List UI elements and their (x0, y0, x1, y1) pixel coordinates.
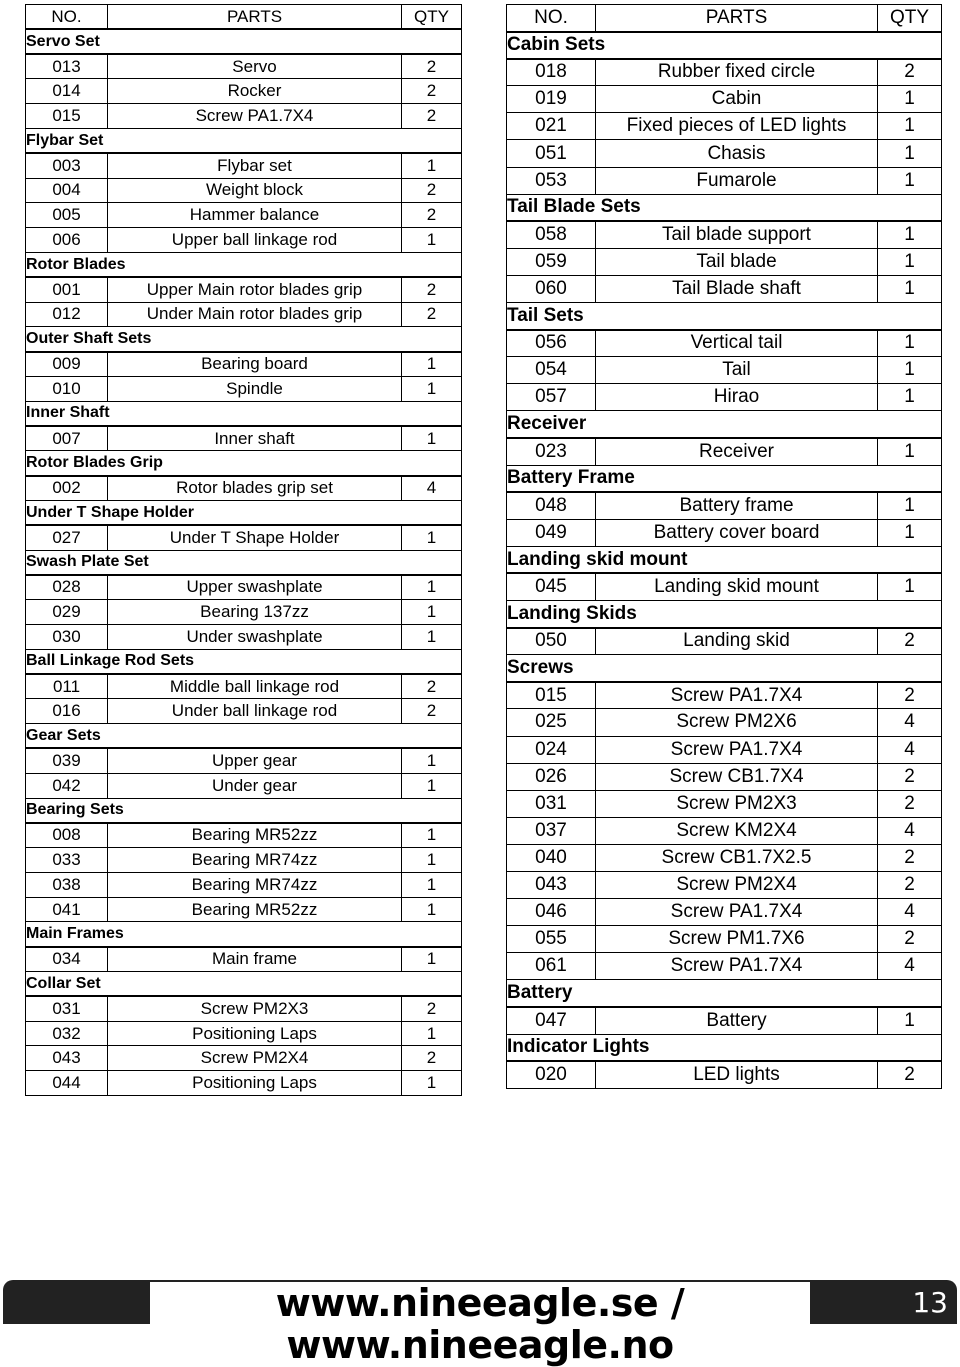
part-number: 031 (26, 996, 108, 1021)
section-title: Screws (507, 655, 942, 682)
table-row (507, 953, 942, 980)
section-row (26, 401, 462, 426)
part-name: Screw PM2X6 (596, 709, 878, 736)
table-row (507, 790, 942, 817)
table-row (26, 773, 462, 798)
section-row (507, 601, 942, 628)
part-name: Upper gear (108, 748, 402, 773)
part-number: 024 (507, 736, 596, 763)
part-quantity: 1 (878, 248, 942, 275)
part-name: Screw PA1.7X4 (596, 736, 878, 763)
table-row (507, 86, 942, 113)
part-quantity: 1 (402, 153, 462, 178)
table-header-row (26, 5, 462, 30)
table-row (507, 492, 942, 519)
part-name: Bearing MR74zz (108, 872, 402, 897)
part-number: 056 (507, 330, 596, 357)
part-name: Upper Main rotor blades grip (108, 277, 402, 302)
section-row (507, 194, 942, 221)
part-number: 014 (26, 79, 108, 104)
part-quantity: 4 (878, 736, 942, 763)
section-title: Landing Skids (507, 601, 942, 628)
part-number: 016 (26, 699, 108, 724)
part-name: Screw CB1.7X2.5 (596, 844, 878, 871)
part-quantity: 2 (402, 203, 462, 228)
part-number: 050 (507, 628, 596, 655)
section-title: Cabin Sets (507, 32, 942, 59)
section-row (26, 649, 462, 674)
part-name: Fixed pieces of LED lights (596, 113, 878, 140)
part-number: 002 (26, 476, 108, 501)
section-row (26, 128, 462, 153)
part-number: 003 (26, 153, 108, 178)
table-row (507, 817, 942, 844)
part-number: 005 (26, 203, 108, 228)
header-qty: QTY (878, 5, 942, 32)
table-row (26, 947, 462, 972)
header-qty: QTY (402, 5, 462, 30)
table-row (507, 167, 942, 194)
part-quantity: 2 (878, 1061, 942, 1088)
part-name: Middle ball linkage rod (108, 674, 402, 699)
part-quantity: 2 (402, 79, 462, 104)
section-row (26, 451, 462, 476)
header-no: NO. (26, 5, 108, 30)
part-quantity: 1 (878, 221, 942, 248)
part-quantity: 1 (402, 773, 462, 798)
part-number: 001 (26, 277, 108, 302)
section-row (507, 655, 942, 682)
part-quantity: 2 (402, 178, 462, 203)
part-name: Inner shaft (108, 426, 402, 451)
part-name: Chasis (596, 140, 878, 167)
table-row (26, 426, 462, 451)
section-row (507, 32, 942, 59)
part-name: Screw CB1.7X4 (596, 763, 878, 790)
table-row (507, 357, 942, 384)
table-row (507, 221, 942, 248)
part-number: 030 (26, 624, 108, 649)
part-name: Spindle (108, 376, 402, 401)
part-quantity: 1 (402, 823, 462, 848)
part-name: Tail blade (596, 248, 878, 275)
section-row (507, 546, 942, 573)
part-name: Screw PM2X3 (596, 790, 878, 817)
part-number: 061 (507, 953, 596, 980)
part-number: 015 (507, 682, 596, 709)
table-row (26, 1021, 462, 1046)
left-table-body (26, 29, 462, 1095)
part-name: Landing skid (596, 628, 878, 655)
section-title: Bearing Sets (26, 798, 462, 823)
section-title: Tail Blade Sets (507, 194, 942, 221)
part-quantity: 1 (402, 1071, 462, 1096)
part-quantity: 2 (402, 277, 462, 302)
part-quantity: 1 (402, 624, 462, 649)
table-row (507, 763, 942, 790)
section-row (26, 327, 462, 352)
table-row (507, 1061, 942, 1088)
part-number: 042 (26, 773, 108, 798)
part-name: Screw PM2X3 (108, 996, 402, 1021)
part-number: 004 (26, 178, 108, 203)
section-row (26, 29, 462, 54)
part-number: 034 (26, 947, 108, 972)
table-row (26, 203, 462, 228)
section-title: Rotor Blades Grip (26, 451, 462, 476)
part-number: 009 (26, 352, 108, 377)
table-row (26, 996, 462, 1021)
table-row (26, 748, 462, 773)
table-row (26, 153, 462, 178)
part-quantity: 4 (878, 817, 942, 844)
part-quantity: 2 (878, 926, 942, 953)
part-quantity: 1 (402, 575, 462, 600)
section-row (507, 980, 942, 1007)
part-name: Weight block (108, 178, 402, 203)
part-quantity: 1 (878, 357, 942, 384)
section-row (507, 411, 942, 438)
part-number: 011 (26, 674, 108, 699)
part-number: 026 (507, 763, 596, 790)
part-quantity: 2 (402, 1046, 462, 1071)
table-row (26, 104, 462, 129)
part-number: 025 (507, 709, 596, 736)
section-title: Outer Shaft Sets (26, 327, 462, 352)
part-quantity: 2 (878, 59, 942, 86)
section-row (26, 798, 462, 823)
part-number: 048 (507, 492, 596, 519)
header-parts: PARTS (596, 5, 878, 32)
table-row (507, 140, 942, 167)
part-quantity: 1 (402, 525, 462, 550)
part-number: 037 (507, 817, 596, 844)
part-quantity: 4 (402, 476, 462, 501)
part-number: 018 (507, 59, 596, 86)
part-number: 010 (26, 376, 108, 401)
part-name: Screw PM1.7X6 (596, 926, 878, 953)
part-name: Battery frame (596, 492, 878, 519)
part-number: 051 (507, 140, 596, 167)
right-table-body (507, 32, 942, 1089)
section-title: Indicator Lights (507, 1034, 942, 1061)
table-row (507, 844, 942, 871)
part-number: 028 (26, 575, 108, 600)
table-row (26, 228, 462, 253)
part-name: Screw PA1.7X4 (596, 953, 878, 980)
part-quantity: 1 (402, 748, 462, 773)
part-name: Fumarole (596, 167, 878, 194)
table-row (507, 438, 942, 465)
section-title: Rotor Blades (26, 252, 462, 277)
table-row (507, 899, 942, 926)
part-quantity: 2 (402, 104, 462, 129)
part-quantity: 4 (878, 709, 942, 736)
part-quantity: 1 (402, 600, 462, 625)
part-number: 039 (26, 748, 108, 773)
page-number: 13 (912, 1286, 948, 1319)
part-number: 045 (507, 573, 596, 600)
part-name: Tail Blade shaft (596, 275, 878, 302)
header-no: NO. (507, 5, 596, 32)
part-name: Bearing 137zz (108, 600, 402, 625)
section-title: Ball Linkage Rod Sets (26, 649, 462, 674)
part-number: 007 (26, 426, 108, 451)
part-quantity: 2 (402, 674, 462, 699)
part-quantity: 1 (878, 330, 942, 357)
section-row (26, 922, 462, 947)
table-row (507, 628, 942, 655)
part-name: Screw PA1.7X4 (108, 104, 402, 129)
section-title: Collar Set (26, 972, 462, 997)
part-name: Battery (596, 1007, 878, 1034)
table-row (26, 1071, 462, 1096)
table-row (26, 525, 462, 550)
section-title: Landing skid mount (507, 546, 942, 573)
part-name: Tail blade support (596, 221, 878, 248)
section-row (26, 972, 462, 997)
part-number: 057 (507, 384, 596, 411)
part-quantity: 1 (878, 167, 942, 194)
part-name: Hirao (596, 384, 878, 411)
table-row (26, 848, 462, 873)
section-row (26, 724, 462, 749)
section-title: Flybar Set (26, 128, 462, 153)
table-row (507, 384, 942, 411)
section-row (507, 1034, 942, 1061)
part-quantity: 1 (878, 1007, 942, 1034)
part-number: 032 (26, 1021, 108, 1046)
section-title: Servo Set (26, 29, 462, 54)
part-name: Main frame (108, 947, 402, 972)
part-quantity: 1 (402, 848, 462, 873)
table-row (26, 600, 462, 625)
right-parts-table (506, 4, 942, 1089)
table-row (26, 178, 462, 203)
part-name: Screw PA1.7X4 (596, 899, 878, 926)
part-number: 013 (26, 54, 108, 79)
part-name: Rotor blades grip set (108, 476, 402, 501)
table-row (507, 330, 942, 357)
table-row (26, 476, 462, 501)
table-row (26, 1046, 462, 1071)
header-parts: PARTS (108, 5, 402, 30)
part-name: Rocker (108, 79, 402, 104)
part-quantity: 2 (878, 872, 942, 899)
part-quantity: 1 (402, 947, 462, 972)
section-title: Tail Sets (507, 303, 942, 330)
part-quantity: 2 (878, 682, 942, 709)
part-quantity: 1 (878, 519, 942, 546)
table-row (26, 79, 462, 104)
part-name: Rubber fixed circle (596, 59, 878, 86)
part-number: 029 (26, 600, 108, 625)
table-row (26, 352, 462, 377)
part-name: Flybar set (108, 153, 402, 178)
table-row (507, 1007, 942, 1034)
table-row (507, 573, 942, 600)
left-parts-table (25, 4, 462, 1096)
part-number: 059 (507, 248, 596, 275)
section-row (26, 550, 462, 575)
part-quantity: 4 (878, 953, 942, 980)
section-title: Receiver (507, 411, 942, 438)
section-row (26, 500, 462, 525)
part-quantity: 1 (402, 426, 462, 451)
table-row (26, 699, 462, 724)
part-quantity: 1 (878, 438, 942, 465)
part-quantity: 1 (402, 872, 462, 897)
table-row (26, 277, 462, 302)
table-row (26, 624, 462, 649)
part-number: 049 (507, 519, 596, 546)
section-row (507, 303, 942, 330)
part-number: 023 (507, 438, 596, 465)
part-number: 053 (507, 167, 596, 194)
part-name: Under swashplate (108, 624, 402, 649)
section-row (26, 252, 462, 277)
part-quantity: 1 (402, 1021, 462, 1046)
part-quantity: 2 (402, 996, 462, 1021)
part-number: 043 (507, 872, 596, 899)
part-number: 055 (507, 926, 596, 953)
table-row (507, 736, 942, 763)
part-quantity: 2 (878, 628, 942, 655)
part-name: Battery cover board (596, 519, 878, 546)
part-quantity: 2 (878, 763, 942, 790)
part-name: Cabin (596, 86, 878, 113)
table-header-row (507, 5, 942, 32)
part-number: 033 (26, 848, 108, 873)
part-name: Under ball linkage rod (108, 699, 402, 724)
part-name: Bearing MR74zz (108, 848, 402, 873)
section-title: Swash Plate Set (26, 550, 462, 575)
section-title: Gear Sets (26, 724, 462, 749)
part-quantity: 2 (402, 54, 462, 79)
part-number: 054 (507, 357, 596, 384)
part-name: LED lights (596, 1061, 878, 1088)
table-row (26, 302, 462, 327)
table-row (507, 113, 942, 140)
part-number: 041 (26, 897, 108, 922)
part-number: 043 (26, 1046, 108, 1071)
section-title: Battery (507, 980, 942, 1007)
part-number: 058 (507, 221, 596, 248)
part-name: Positioning Laps (108, 1071, 402, 1096)
part-name: Screw PA1.7X4 (596, 682, 878, 709)
section-title: Under T Shape Holder (26, 500, 462, 525)
part-number: 047 (507, 1007, 596, 1034)
footer-url: www.nineeagle.se / www.nineeagle.no (150, 1282, 810, 1324)
part-name: Under gear (108, 773, 402, 798)
part-number: 008 (26, 823, 108, 848)
part-name: Hammer balance (108, 203, 402, 228)
section-title: Main Frames (26, 922, 462, 947)
part-quantity: 1 (402, 228, 462, 253)
table-row (26, 897, 462, 922)
part-number: 031 (507, 790, 596, 817)
part-name: Under Main rotor blades grip (108, 302, 402, 327)
table-row (507, 519, 942, 546)
part-name: Screw KM2X4 (596, 817, 878, 844)
part-quantity: 1 (402, 376, 462, 401)
table-row (507, 682, 942, 709)
part-number: 021 (507, 113, 596, 140)
part-name: Under T Shape Holder (108, 525, 402, 550)
table-row (507, 709, 942, 736)
section-title: Battery Frame (507, 465, 942, 492)
part-quantity: 1 (878, 113, 942, 140)
part-name: Tail (596, 357, 878, 384)
part-name: Vertical tail (596, 330, 878, 357)
part-quantity: 1 (878, 573, 942, 600)
part-quantity: 1 (878, 384, 942, 411)
part-quantity: 1 (402, 352, 462, 377)
part-name: Upper swashplate (108, 575, 402, 600)
part-number: 012 (26, 302, 108, 327)
part-name: Upper ball linkage rod (108, 228, 402, 253)
section-row (507, 465, 942, 492)
table-row (507, 248, 942, 275)
part-name: Bearing board (108, 352, 402, 377)
table-row (507, 59, 942, 86)
part-number: 038 (26, 872, 108, 897)
part-number: 060 (507, 275, 596, 302)
part-number: 020 (507, 1061, 596, 1088)
part-number: 015 (26, 104, 108, 129)
part-name: Servo (108, 54, 402, 79)
table-row (507, 275, 942, 302)
part-number: 027 (26, 525, 108, 550)
part-name: Positioning Laps (108, 1021, 402, 1046)
table-row (26, 376, 462, 401)
part-quantity: 2 (878, 790, 942, 817)
part-quantity: 4 (878, 899, 942, 926)
table-row (26, 54, 462, 79)
part-number: 006 (26, 228, 108, 253)
part-quantity: 2 (402, 302, 462, 327)
table-row (507, 926, 942, 953)
part-number: 019 (507, 86, 596, 113)
table-row (26, 674, 462, 699)
part-name: Screw PM2X4 (596, 872, 878, 899)
part-quantity: 2 (878, 844, 942, 871)
part-quantity: 1 (878, 492, 942, 519)
part-name: Bearing MR52zz (108, 897, 402, 922)
part-number: 046 (507, 899, 596, 926)
part-quantity: 1 (878, 140, 942, 167)
table-row (26, 823, 462, 848)
part-name: Screw PM2X4 (108, 1046, 402, 1071)
part-quantity: 2 (402, 699, 462, 724)
part-quantity: 1 (402, 897, 462, 922)
part-number: 044 (26, 1071, 108, 1096)
section-title: Inner Shaft (26, 401, 462, 426)
table-row (26, 872, 462, 897)
part-name: Bearing MR52zz (108, 823, 402, 848)
part-quantity: 1 (878, 275, 942, 302)
part-name: Receiver (596, 438, 878, 465)
table-row (26, 575, 462, 600)
part-number: 040 (507, 844, 596, 871)
part-quantity: 1 (878, 86, 942, 113)
table-row (507, 872, 942, 899)
part-name: Landing skid mount (596, 573, 878, 600)
